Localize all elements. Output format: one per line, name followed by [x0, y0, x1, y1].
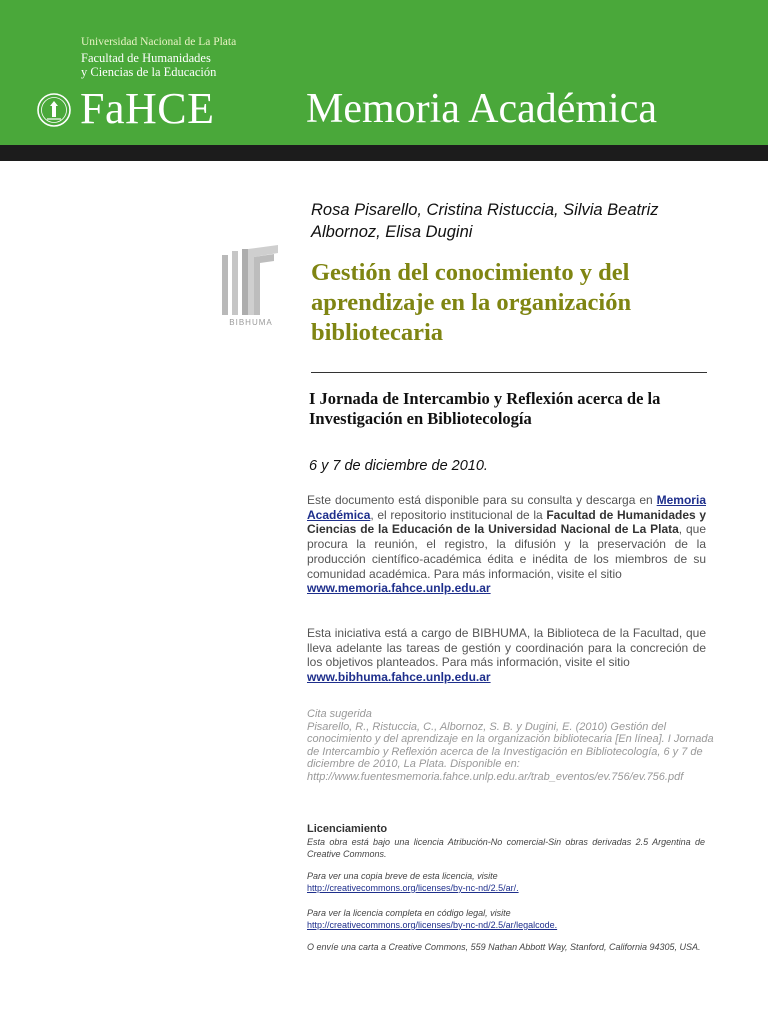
document-title: Gestión del conocimiento y del aprendizaje en la organización bibliotecaria [311, 259, 632, 346]
title-divider [311, 372, 707, 373]
bibhuma-url-link[interactable]: www.bibhuma.fahce.unlp.edu.ar [307, 670, 491, 685]
citation-url: http://www.fuentesmemoria.fahce.unlp.edu.ar/trab_eventos/ev.756/ev.756.pdf [307, 770, 684, 783]
university-seal-icon [36, 92, 72, 128]
repository-title: Memoria Académica [306, 86, 658, 132]
citation-heading: Cita sugerida [307, 708, 372, 720]
repository-info-paragraph [307, 493, 706, 596]
faculty-name [81, 51, 271, 79]
license-heading: Licenciamiento [307, 823, 388, 835]
faculty-name-line2: y Ciencias de la Educación [81, 65, 217, 79]
license-text: Esta obra está bajo una licencia Atribución-No comercial-Sin obras derivadas 2.5 Argentina de Creative Commons. [307, 837, 705, 859]
license-full-link[interactable]: http://creativecommons.org/licenses/by-nc-nd/2.5/ar/legalcode. [307, 919, 558, 930]
license-full-block [307, 908, 705, 931]
header-divider-bar [0, 145, 768, 161]
faculty-full-name: Facultad de Humanidades y Ciencias de la Educación de la Universidad Nacional de La Plata [307, 507, 706, 537]
faculty-name-line1: Facultad de Humanidades [81, 51, 211, 65]
license-short-link[interactable]: http://creativecommons.org/licenses/by-nc-nd/2.5/ar/. [307, 882, 519, 893]
license-short-label: Para ver una copia breve de esta licencia, visite [307, 871, 498, 881]
repository-info-text-c: , que procura la reunión, el registro, la difusión y la preservación de la producción científico-académica édita e inédita de los miembros de su comunidad académica. Para más información, visite el sitio [307, 522, 706, 581]
memoria-academica-link[interactable]: Memoria Académica [307, 493, 706, 522]
bibhuma-info-paragraph [307, 626, 706, 685]
bibhuma-info-text: Esta iniciativa está a cargo de BIBHUMA, la Biblioteca de la Facultad, que lleva adelante las tareas de gestión y coordinación para la concreción de los objetivos planteados. Para más información, visite el sitio [307, 626, 706, 670]
repository-info-text-a: Este documento está disponible para su consulta y descarga en [307, 493, 657, 507]
fahce-logotype: FaHCE [80, 84, 215, 133]
license-mail-address: O envíe una carta a Creative Commons, 559 Nathan Abbott Way, Stanford, California 94305, USA. [307, 942, 701, 952]
memoria-url-link[interactable]: www.memoria.fahce.unlp.edu.ar [307, 581, 491, 596]
event-date: 6 y 7 de diciembre de 2010. [309, 458, 488, 474]
university-name: Universidad Nacional de La Plata [81, 36, 237, 48]
suggested-citation [307, 708, 727, 784]
bibhuma-label: BIBHUMA [229, 318, 273, 327]
citation-text: Pisarello, R., Ristuccia, C., Albornoz, S. B. y Dugini, E. (2010) Gestión del conocimiento y del aprendizaje en la organización bibliotecaria [En línea]. I Jornada de Intercambio y Reflexión acerca de la Investigación en Bibliotecología, 6 y 7 de diciembre de 2010, La Plata. Disponible en: [307, 720, 714, 771]
document-authors: Rosa Pisarello, Cristina Ristuccia, Silvia Beatriz Albornoz, Elisa Dugini [311, 201, 659, 241]
header-banner [0, 0, 768, 145]
repository-info-text-b: , el repositorio institucional de la [370, 507, 547, 522]
event-name: I Jornada de Intercambio y Reflexión acerca de la Investigación en Bibliotecología [309, 389, 661, 428]
license-short-block [307, 871, 705, 894]
license-full-label: Para ver la licencia completa en código legal, visite [307, 908, 511, 918]
